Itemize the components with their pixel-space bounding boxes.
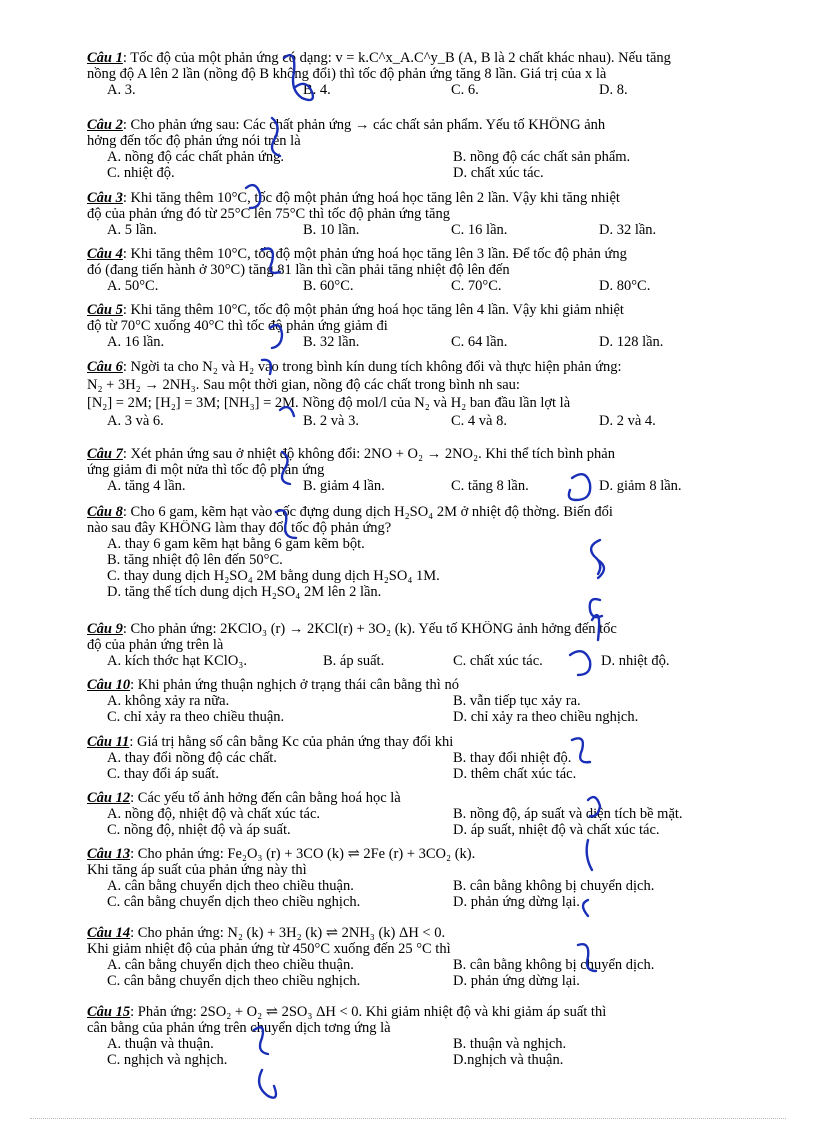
question-label: Câu 6 bbox=[87, 359, 123, 375]
question-14 bbox=[87, 925, 777, 989]
question-text: nào sau đây KHÔNG làm thay đổi tốc độ phản ứng? bbox=[87, 520, 392, 536]
footer-divider bbox=[30, 1118, 786, 1119]
option-c[interactable]: C. chất xúc tác. bbox=[453, 653, 543, 669]
question-text: : Cho phản ứng: N₂ (k) + 3H₂ (k) ⇌ 2NH₃ (k) ΔH < 0. bbox=[130, 925, 446, 941]
question-text: : Các yếu tố ảnh hởng đến cân bằng hoá học là bbox=[130, 790, 401, 806]
answer-options bbox=[107, 82, 777, 98]
option-b[interactable]: B. nồng độ, áp suất và diện tích bề mặt. bbox=[453, 806, 683, 822]
option-d[interactable]: D. 8. bbox=[599, 82, 628, 98]
question-4 bbox=[87, 246, 777, 294]
answer-options bbox=[107, 536, 777, 600]
answer-options bbox=[107, 693, 777, 725]
option-b[interactable]: B. giảm 4 lần. bbox=[303, 478, 385, 494]
option-c[interactable]: C. cân bằng chuyển dịch theo chiều nghịch. bbox=[107, 894, 361, 910]
option-c[interactable]: C. 4 và 8. bbox=[451, 413, 507, 429]
question-7 bbox=[87, 446, 777, 494]
question-text: Khi giảm nhiệt độ của phản ứng từ 450°C xuống đến 25 °C thì bbox=[87, 941, 451, 957]
option-a[interactable]: A. không xảy ra nữa. bbox=[107, 693, 230, 709]
option-b[interactable]: B. cân bằng không bị chuyển dịch. bbox=[453, 957, 655, 973]
question-11 bbox=[87, 734, 777, 782]
option-b[interactable]: B. thay đổi nhiệt độ. bbox=[453, 750, 572, 766]
answer-options bbox=[107, 750, 777, 782]
answer-options bbox=[107, 478, 777, 494]
option-a[interactable]: A. 16 lần. bbox=[107, 334, 165, 350]
option-c[interactable]: C. 16 lần. bbox=[451, 222, 508, 238]
question-text: : Khi tăng thêm 10°C, tốc độ một phản ứng hoá học tăng lên 2 lần. Vậy khi tăng nhiệt bbox=[122, 190, 620, 206]
option-c[interactable]: C. 6. bbox=[451, 82, 479, 98]
question-text: : Phản ứng: 2SO₂ + O₂ ⇌ 2SO₃ ΔH < 0. Khi giảm nhiệt độ và khi giảm áp suất thì bbox=[130, 1004, 607, 1020]
question-text: độ từ 70°C xuống 40°C thì tốc độ phản ứng giảm đi bbox=[87, 318, 388, 334]
question-text: N₂ + 3H₂ → 2NH₃. Sau một thời gian, nồng độ các chất trong bình nh sau: bbox=[87, 377, 520, 393]
question-text: ứng giảm đi một nửa thì tốc độ phản ứng bbox=[87, 462, 325, 478]
question-label: Câu 15 bbox=[87, 1004, 131, 1020]
option-a[interactable]: A. cân bằng chuyển dịch theo chiều thuận. bbox=[107, 878, 354, 894]
question-15 bbox=[87, 1004, 777, 1068]
question-label: Câu 11 bbox=[87, 734, 130, 750]
option-c[interactable]: C. 64 lần. bbox=[451, 334, 508, 350]
question-label: Câu 3 bbox=[87, 190, 123, 206]
option-d[interactable]: D. phản ứng dừng lại. bbox=[453, 894, 580, 910]
option-d[interactable]: D. 2 và 4. bbox=[599, 413, 656, 429]
option-a[interactable]: A. nồng độ các chất phản ứng. bbox=[107, 149, 284, 165]
question-text: Khi tăng áp suất của phản ứng này thì bbox=[87, 862, 307, 878]
option-b[interactable]: B. áp suất. bbox=[323, 653, 385, 669]
question-text: : Tốc độ của một phản ứng có dạng: v = k.C^x_A.C^y_B (A, B là 2 chất khác nhau). Nếu tăng bbox=[122, 50, 671, 66]
question-label: Câu 12 bbox=[87, 790, 131, 806]
option-c[interactable]: C. thay đổi áp suất. bbox=[107, 766, 219, 782]
option-b[interactable]: B. nồng độ các chất sản phẩm. bbox=[453, 149, 631, 165]
option-c[interactable]: C. tăng 8 lần. bbox=[451, 478, 529, 494]
question-9 bbox=[87, 621, 777, 669]
question-text: [N₂] = 2M; [H₂] = 3M; [NH₃] = 2M. Nồng độ mol/l của N₂ và H₂ ban đầu lần lợt là bbox=[87, 395, 571, 411]
option-b[interactable]: B. thuận và nghịch. bbox=[453, 1036, 567, 1052]
question-text: : Giá trị hằng số cân bằng Kc của phản ứng thay đổi khi bbox=[129, 734, 454, 750]
option-a[interactable]: A. nồng độ, nhiệt độ và chất xúc tác. bbox=[107, 806, 321, 822]
question-text: : Khi tăng thêm 10°C, tốc độ một phản ứng hoá học tăng lên 4 lần. Vậy khi giảm nhiệt bbox=[122, 302, 624, 318]
question-text: hởng đến tốc độ phản ứng nói trên là bbox=[87, 133, 301, 149]
option-a[interactable]: A. tăng 4 lần. bbox=[107, 478, 186, 494]
option-a[interactable]: A. 3 và 6. bbox=[107, 413, 164, 429]
question-3 bbox=[87, 190, 777, 238]
option-a[interactable]: A. thuận và thuận. bbox=[107, 1036, 214, 1052]
question-label: Câu 10 bbox=[87, 677, 131, 693]
question-label: Câu 2 bbox=[87, 117, 123, 133]
option-c[interactable]: C. chỉ xảy ra theo chiều thuận. bbox=[107, 709, 285, 725]
question-6 bbox=[87, 358, 777, 430]
option-a[interactable]: A. kích thớc hạt KClO₃. bbox=[107, 653, 247, 669]
option-d[interactable]: D. thêm chất xúc tác. bbox=[453, 766, 577, 782]
option-b[interactable]: B. tăng nhiệt độ lên đến 50°C. bbox=[107, 552, 283, 568]
question-text: nồng độ A lên 2 lần (nồng độ B không đổi) thì tốc độ phản ứng tăng 8 lần. Giá trị của x là bbox=[87, 66, 607, 82]
question-text: : Cho phản ứng: 2KClO₃ (r) → 2KCl(r) + 3O₂ (k). Yếu tố KHÔNG ảnh hởng đến tốc bbox=[122, 621, 617, 637]
answer-options bbox=[107, 334, 777, 350]
question-label: Câu 7 bbox=[87, 446, 123, 462]
question-label: Câu 5 bbox=[87, 302, 123, 318]
option-d[interactable]: D. chỉ xảy ra theo chiều nghịch. bbox=[453, 709, 639, 725]
option-d[interactable]: D. chất xúc tác. bbox=[453, 165, 544, 181]
question-label: Câu 9 bbox=[87, 621, 123, 637]
question-text: : Cho phản ứng sau: Các chất phản ứng → các chất sản phẩm. Yếu tố KHÔNG ảnh bbox=[122, 117, 606, 133]
question-text: cân bằng của phản ứng trên chuyển dịch tơng ứng là bbox=[87, 1020, 391, 1036]
answer-options bbox=[107, 878, 777, 910]
answer-options bbox=[107, 222, 777, 238]
question-12 bbox=[87, 790, 777, 838]
option-c[interactable]: C. nồng độ, nhiệt độ và áp suất. bbox=[107, 822, 291, 838]
question-label: Câu 1 bbox=[87, 50, 123, 66]
option-d[interactable]: D. tăng thể tích dung dịch H₂SO₄ 2M lên 2 lần. bbox=[107, 584, 382, 600]
question-1 bbox=[87, 50, 777, 98]
option-b[interactable]: B. 32 lần. bbox=[303, 334, 360, 350]
option-c[interactable]: C. cân bằng chuyển dịch theo chiều nghịch. bbox=[107, 973, 361, 989]
option-d[interactable]: D. 32 lần. bbox=[599, 222, 657, 238]
answer-options bbox=[107, 957, 777, 989]
option-a[interactable]: A. cân bằng chuyển dịch theo chiều thuận. bbox=[107, 957, 354, 973]
question-text: đó (đang tiến hành ở 30°C) tăng 81 lần thì cần phải tăng nhiệt độ lên đến bbox=[87, 262, 510, 278]
question-label: Câu 4 bbox=[87, 246, 123, 262]
option-d[interactable]: D. phản ứng dừng lại. bbox=[453, 973, 580, 989]
option-a[interactable]: A. 50°C. bbox=[107, 278, 159, 294]
question-text: : Khi tăng thêm 10°C, tốc độ một phản ứng hoá học tăng lên 3 lần. Để tốc độ phản ứng bbox=[122, 246, 627, 262]
answer-options bbox=[107, 412, 777, 430]
option-b[interactable]: B. 2 và 3. bbox=[303, 413, 359, 429]
question-text: độ của phản ứng đó từ 25°C lên 75°C thì tốc độ phản ứng tăng bbox=[87, 206, 450, 222]
option-a[interactable]: A. 5 lần. bbox=[107, 222, 157, 238]
question-text: : Khi phản ứng thuận nghịch ở trạng thái cân bằng thì nó bbox=[130, 677, 459, 693]
answer-options bbox=[107, 149, 777, 181]
question-text: : Cho phản ứng: Fe₂O₃ (r) + 3CO (k) ⇌ 2Fe (r) + 3CO₂ (k). bbox=[130, 846, 476, 862]
option-d[interactable]: D. áp suất, nhiệt độ và chất xúc tác. bbox=[453, 822, 660, 838]
question-label: Câu 13 bbox=[87, 846, 131, 862]
question-text: : Xét phản ứng sau ở nhiệt độ không đổi: 2NO + O₂ → 2NO₂. Khi thể tích bình phản bbox=[122, 446, 615, 462]
option-b[interactable]: B. 10 lần. bbox=[303, 222, 360, 238]
question-label: Câu 8 bbox=[87, 504, 123, 520]
option-a[interactable]: A. 3. bbox=[107, 82, 136, 98]
answer-options bbox=[107, 1036, 777, 1068]
answer-options bbox=[107, 278, 777, 294]
option-d[interactable]: D. giảm 8 lần. bbox=[599, 478, 682, 494]
option-b[interactable]: B. vẫn tiếp tục xảy ra. bbox=[453, 693, 581, 709]
question-8 bbox=[87, 504, 777, 600]
option-d[interactable]: D. 128 lần. bbox=[599, 334, 664, 350]
option-c[interactable]: C. nhiệt độ. bbox=[107, 165, 175, 181]
question-5 bbox=[87, 302, 777, 350]
option-c[interactable]: C. 70°C. bbox=[451, 278, 502, 294]
answer-options bbox=[107, 806, 777, 838]
option-b[interactable]: B. 60°C. bbox=[303, 278, 354, 294]
question-text: : Ngời ta cho N₂ và H₂ vào trong bình kín dung tích không đổi và thực hiện phản ứng: bbox=[122, 359, 622, 375]
question-2 bbox=[87, 117, 777, 181]
option-a[interactable]: A. thay 6 gam kẽm hạt bằng 6 gam kẽm bột. bbox=[107, 536, 365, 552]
option-d[interactable]: D. 80°C. bbox=[599, 278, 651, 294]
question-10 bbox=[87, 677, 777, 725]
option-c[interactable]: C. thay dung dịch H₂SO₄ 2M bằng dung dịch H₂SO₄ 1M. bbox=[107, 568, 440, 584]
question-text: độ của phản ứng trên là bbox=[87, 637, 224, 653]
option-c[interactable]: C. nghịch và nghịch. bbox=[107, 1052, 228, 1068]
question-13 bbox=[87, 846, 777, 910]
option-b[interactable]: B. cân bằng không bị chuyển dịch. bbox=[453, 878, 655, 894]
question-label: Câu 14 bbox=[87, 925, 131, 941]
answer-options bbox=[107, 653, 777, 669]
question-text: : Cho 6 gam, kẽm hạt vào cốc đựng dung dịch H₂SO₄ 2M ở nhiệt độ thờng. Biến đổi bbox=[122, 504, 613, 520]
option-d[interactable]: D. nhiệt độ. bbox=[601, 653, 670, 669]
option-a[interactable]: A. thay đổi nồng độ các chất. bbox=[107, 750, 277, 766]
option-d[interactable]: D.nghịch và thuận. bbox=[453, 1052, 564, 1068]
option-b[interactable]: B. 4. bbox=[303, 82, 331, 98]
